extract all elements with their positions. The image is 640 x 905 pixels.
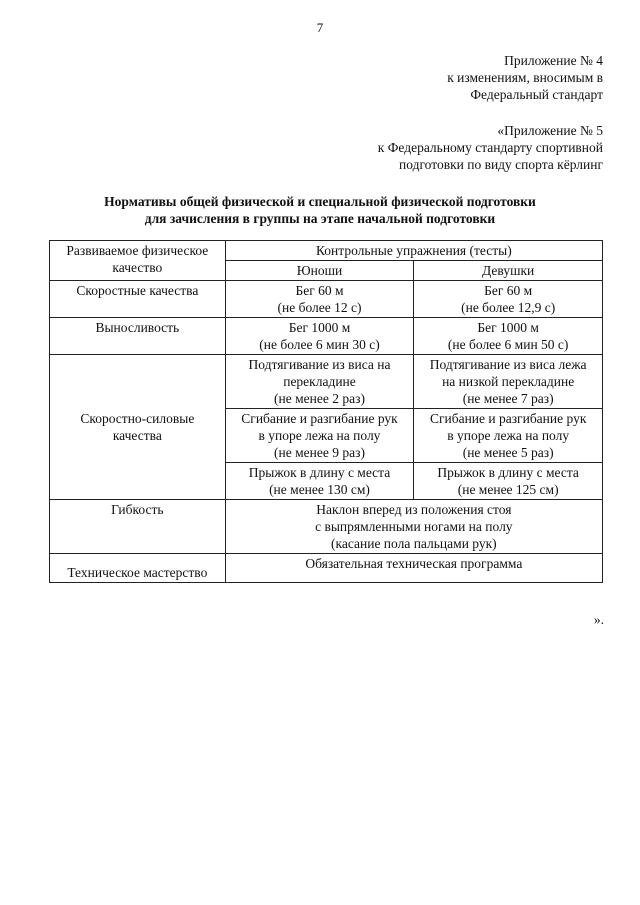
- girls-test-cell: [414, 355, 603, 409]
- appendix-header-line: к Федеральному стандарту спортивной: [377, 140, 603, 155]
- quality-cell: Гибкость: [50, 500, 226, 554]
- cell-line: (не менее 7 раз): [462, 391, 554, 406]
- cell-line: Скоростно-силовые: [80, 411, 195, 426]
- girls-test-cell: [414, 281, 603, 318]
- header-quality-text: качество: [112, 260, 163, 275]
- cell-line: (не менее 9 раз): [274, 445, 365, 460]
- cell-line: Сгибание и разгибание рук: [429, 411, 587, 426]
- cell-line: (касание пола пальцами рук): [331, 536, 497, 551]
- table-header-row: [50, 241, 603, 261]
- cell-line: Бег 1000 м: [288, 320, 351, 335]
- merged-test-cell: Обязательная техническая программа: [225, 554, 602, 583]
- cell-line: (не более 12,9 с): [461, 300, 556, 315]
- appendix-header-4: [447, 52, 603, 103]
- closing-quote-mark: ».: [593, 612, 604, 627]
- table-row: [50, 281, 603, 318]
- cell-line: (не более 6 мин 30 с): [259, 337, 380, 352]
- cell-line: Сгибание и разгибание рук: [241, 411, 398, 426]
- cell-line: в упоре лежа на полу: [258, 428, 381, 443]
- appendix-header-line: «Приложение № 5: [497, 123, 603, 138]
- appendix-header-line: Приложение № 4: [504, 53, 603, 68]
- header-quality-cell: [50, 241, 226, 281]
- cell-line: Прыжок в длину с места: [437, 465, 579, 480]
- boys-test-cell: [225, 409, 414, 463]
- cell-line: (не более 6 мин 50 с): [447, 337, 569, 352]
- table-row: [50, 355, 603, 409]
- page-number: 7: [316, 20, 324, 35]
- appendix-header-5: [378, 122, 603, 173]
- document-title: [50, 193, 590, 227]
- title-line: Нормативы общей физической и специальной физической подготовки: [104, 194, 536, 209]
- quality-cell: Техническое мастерство: [50, 554, 226, 583]
- cell-line: (не менее 2 раз): [274, 391, 365, 406]
- cell-line: качества: [112, 428, 162, 443]
- cell-line: Наклон вперед из положения стоя: [316, 502, 512, 517]
- girls-test-cell: [414, 318, 603, 355]
- boys-test-cell: [225, 463, 414, 500]
- header-boys-cell: Юноши: [225, 261, 414, 281]
- cell-line: Бег 1000 м: [477, 320, 539, 335]
- header-quality-text: Развиваемое физическое: [66, 243, 209, 258]
- appendix-header-line: Федеральный стандарт: [470, 87, 603, 102]
- cell-line: Подтягивание из виса лежа: [429, 357, 587, 372]
- cell-line: (не менее 5 раз): [462, 445, 554, 460]
- merged-test-cell: [225, 500, 602, 554]
- table-row: [50, 554, 603, 583]
- quality-cell: Скоростные качества: [50, 281, 226, 318]
- boys-test-cell: [225, 318, 414, 355]
- cell-line: перекладине: [283, 374, 356, 389]
- cell-line: Бег 60 м: [484, 283, 533, 298]
- title-line: для зачисления в группы на этапе начальной подготовки: [144, 211, 496, 226]
- appendix-header-line: к изменениям, вносимым в: [447, 70, 603, 85]
- boys-test-cell: [225, 355, 414, 409]
- quality-cell: [50, 355, 226, 500]
- header-tests-cell: Контрольные упражнения (тесты): [225, 241, 602, 261]
- table-row: [50, 318, 603, 355]
- cell-line: (не менее 125 см): [457, 482, 559, 497]
- cell-line: Бег 60 м: [295, 283, 344, 298]
- standards-table: [49, 240, 603, 583]
- boys-test-cell: [225, 281, 414, 318]
- girls-test-cell: [414, 463, 603, 500]
- cell-line: с выпрямленными ногами на полу: [315, 519, 513, 534]
- cell-line: (не менее 130 см): [269, 482, 370, 497]
- table-row: [50, 500, 603, 554]
- quality-cell: Выносливость: [50, 318, 226, 355]
- appendix-header-line: подготовки по виду спорта кёрлинг: [399, 157, 603, 172]
- cell-line: (не более 12 с): [277, 300, 362, 315]
- cell-line: Прыжок в длину с места: [248, 465, 391, 480]
- cell-line: Подтягивание из виса на: [248, 357, 391, 372]
- header-girls-cell: Девушки: [414, 261, 603, 281]
- cell-line: в упоре лежа на полу: [447, 428, 570, 443]
- girls-test-cell: [414, 409, 603, 463]
- cell-line: на низкой перекладине: [442, 374, 575, 389]
